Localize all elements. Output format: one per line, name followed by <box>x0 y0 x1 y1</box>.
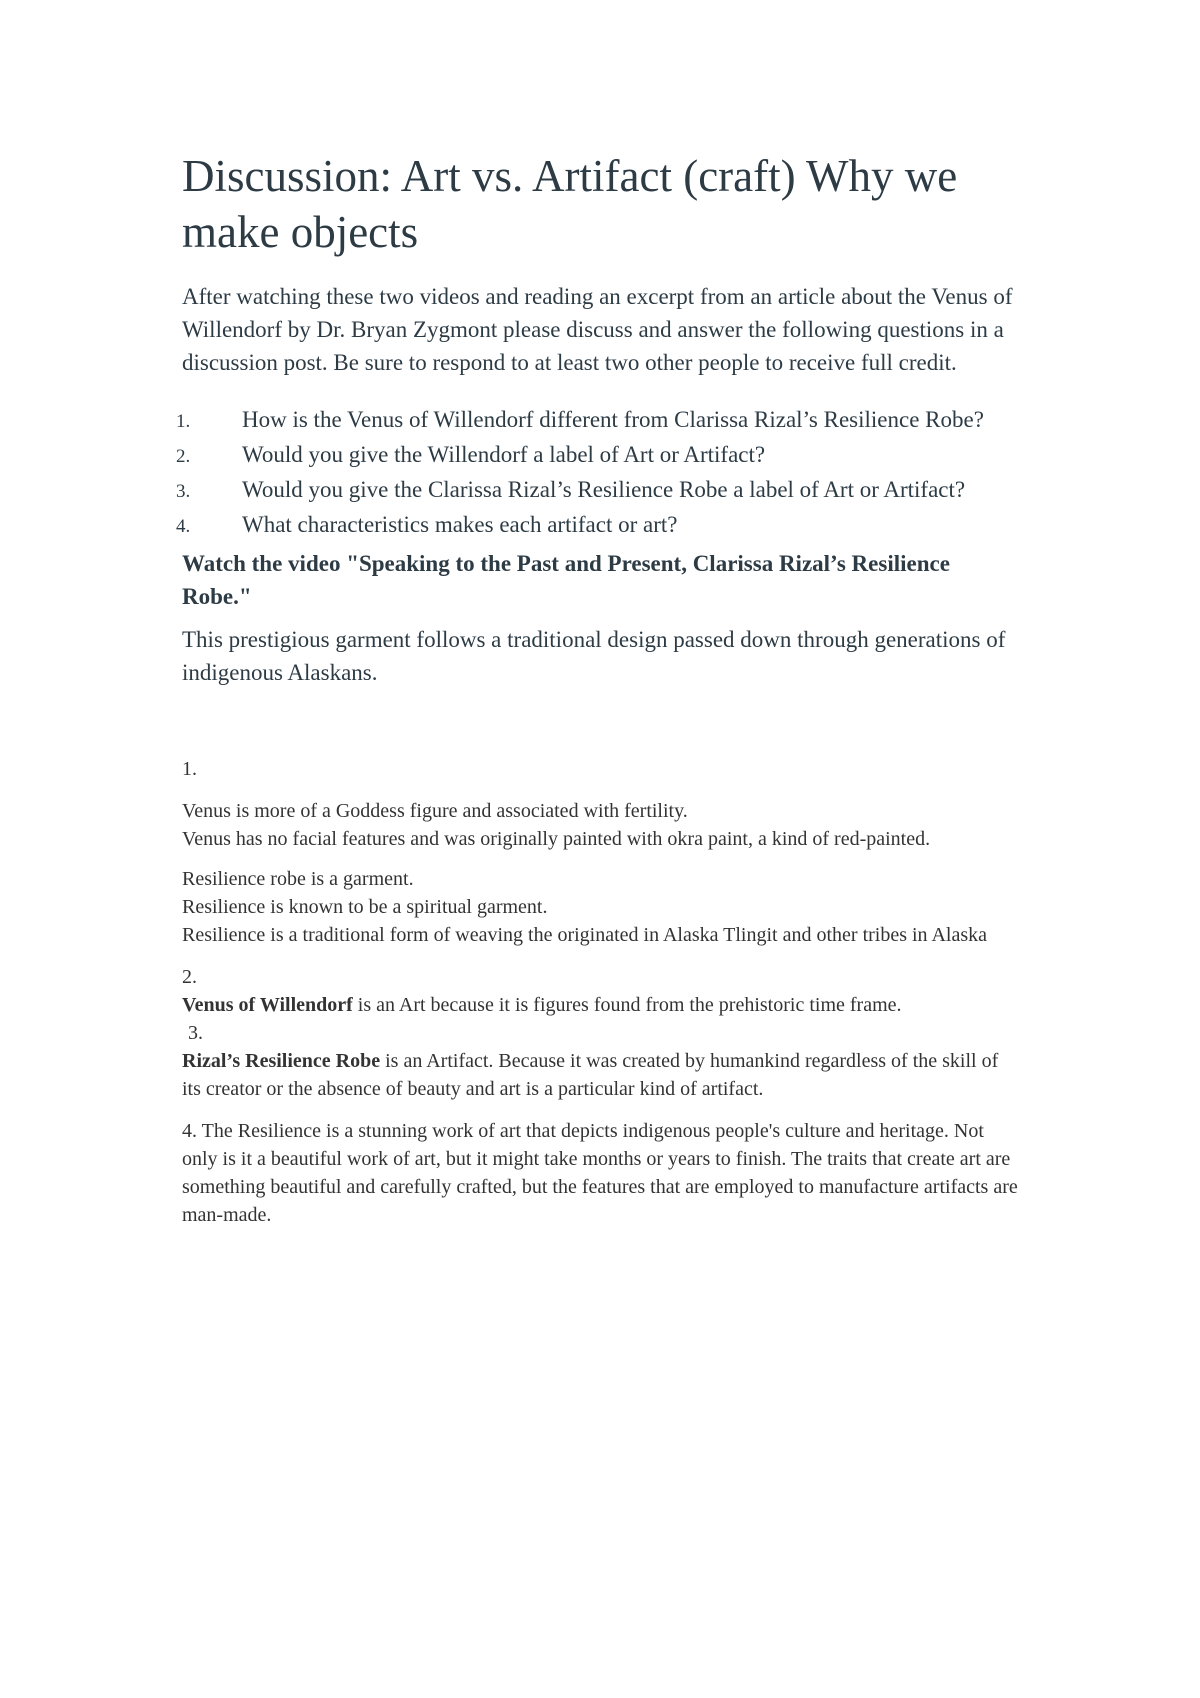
list-item <box>176 508 1020 543</box>
answer-4-text: 4. The Resilience is a stunning work of art that depicts indigenous people's culture and heritage. Not only is it a beautiful work of art, but it might take months or years to finish. The traits that create art are something beautiful and carefully crafted, but the features that are employed to manufacture artifacts are man-made. <box>182 1120 1018 1226</box>
page-title: Discussion: Art vs. Artifact (craft) Why we make objects <box>182 151 958 257</box>
question-text: How is the Venus of Willendorf different from Clarissa Rizal’s Resilience Robe? <box>242 407 984 432</box>
list-item <box>176 438 1020 473</box>
answer-1-number: 1. <box>182 758 197 780</box>
question-number: 1. <box>176 411 191 432</box>
question-text: Would you give the Willendorf a label of Art or Artifact? <box>242 442 766 467</box>
answer-3-number: 3. <box>188 1022 203 1044</box>
garment-description: This prestigious garment follows a traditional design passed down through generations of indigenous Alaskans. <box>182 627 1006 685</box>
answer-1-venus-line: Venus is more of a Goddess figure and associated with fertility. <box>182 800 688 822</box>
answer-2-subject: Venus of Willendorf <box>182 994 353 1016</box>
question-number: 3. <box>176 481 191 502</box>
answer-1-robe-line: Resilience is known to be a spiritual garment. <box>182 896 548 918</box>
question-text: Would you give the Clarissa Rizal’s Resilience Robe a label of Art or Artifact? <box>242 477 966 502</box>
answers-section <box>182 755 1020 1229</box>
answer-2-text <box>182 991 1020 1019</box>
intro-paragraph: After watching these two videos and reading an excerpt from an article about the Venus of Willendorf by Dr. Bryan Zygmont please discuss and answer the following questions in a discussion post. Be sure to respond to at least two other people to receive full credit. <box>182 284 1013 375</box>
answer-3-text <box>182 1047 1020 1103</box>
answer-1-venus-line: Venus has no facial features and was originally painted with okra paint, a kind of red-painted. <box>182 828 931 850</box>
answer-2-body: is an Art because it is figures found from the prehistoric time frame. <box>352 994 902 1016</box>
question-number: 2. <box>176 446 191 467</box>
list-item <box>176 403 1020 438</box>
answer-1-robe-line: Resilience is a traditional form of weaving the originated in Alaska Tlingit and other tribes in Alaska <box>182 924 987 946</box>
watch-video-heading: Watch the video "Speaking to the Past and Present, Clarissa Rizal’s Resilience Robe." <box>182 551 950 609</box>
answer-1-robe-line: Resilience robe is a garment. <box>182 868 414 890</box>
answer-3-body: is an Artifact. Because it was created by humankind regardless of the skill of its creator or the absence of beauty and art is a particular kind of artifact. <box>182 1050 999 1100</box>
question-text: What characteristics makes each artifact or art? <box>242 512 678 537</box>
answer-3-subject: Rizal’s Resilience Robe <box>182 1050 381 1072</box>
question-number: 4. <box>176 516 191 537</box>
list-item <box>176 473 1020 508</box>
answer-2-number: 2. <box>182 966 197 988</box>
question-list <box>176 403 1020 543</box>
